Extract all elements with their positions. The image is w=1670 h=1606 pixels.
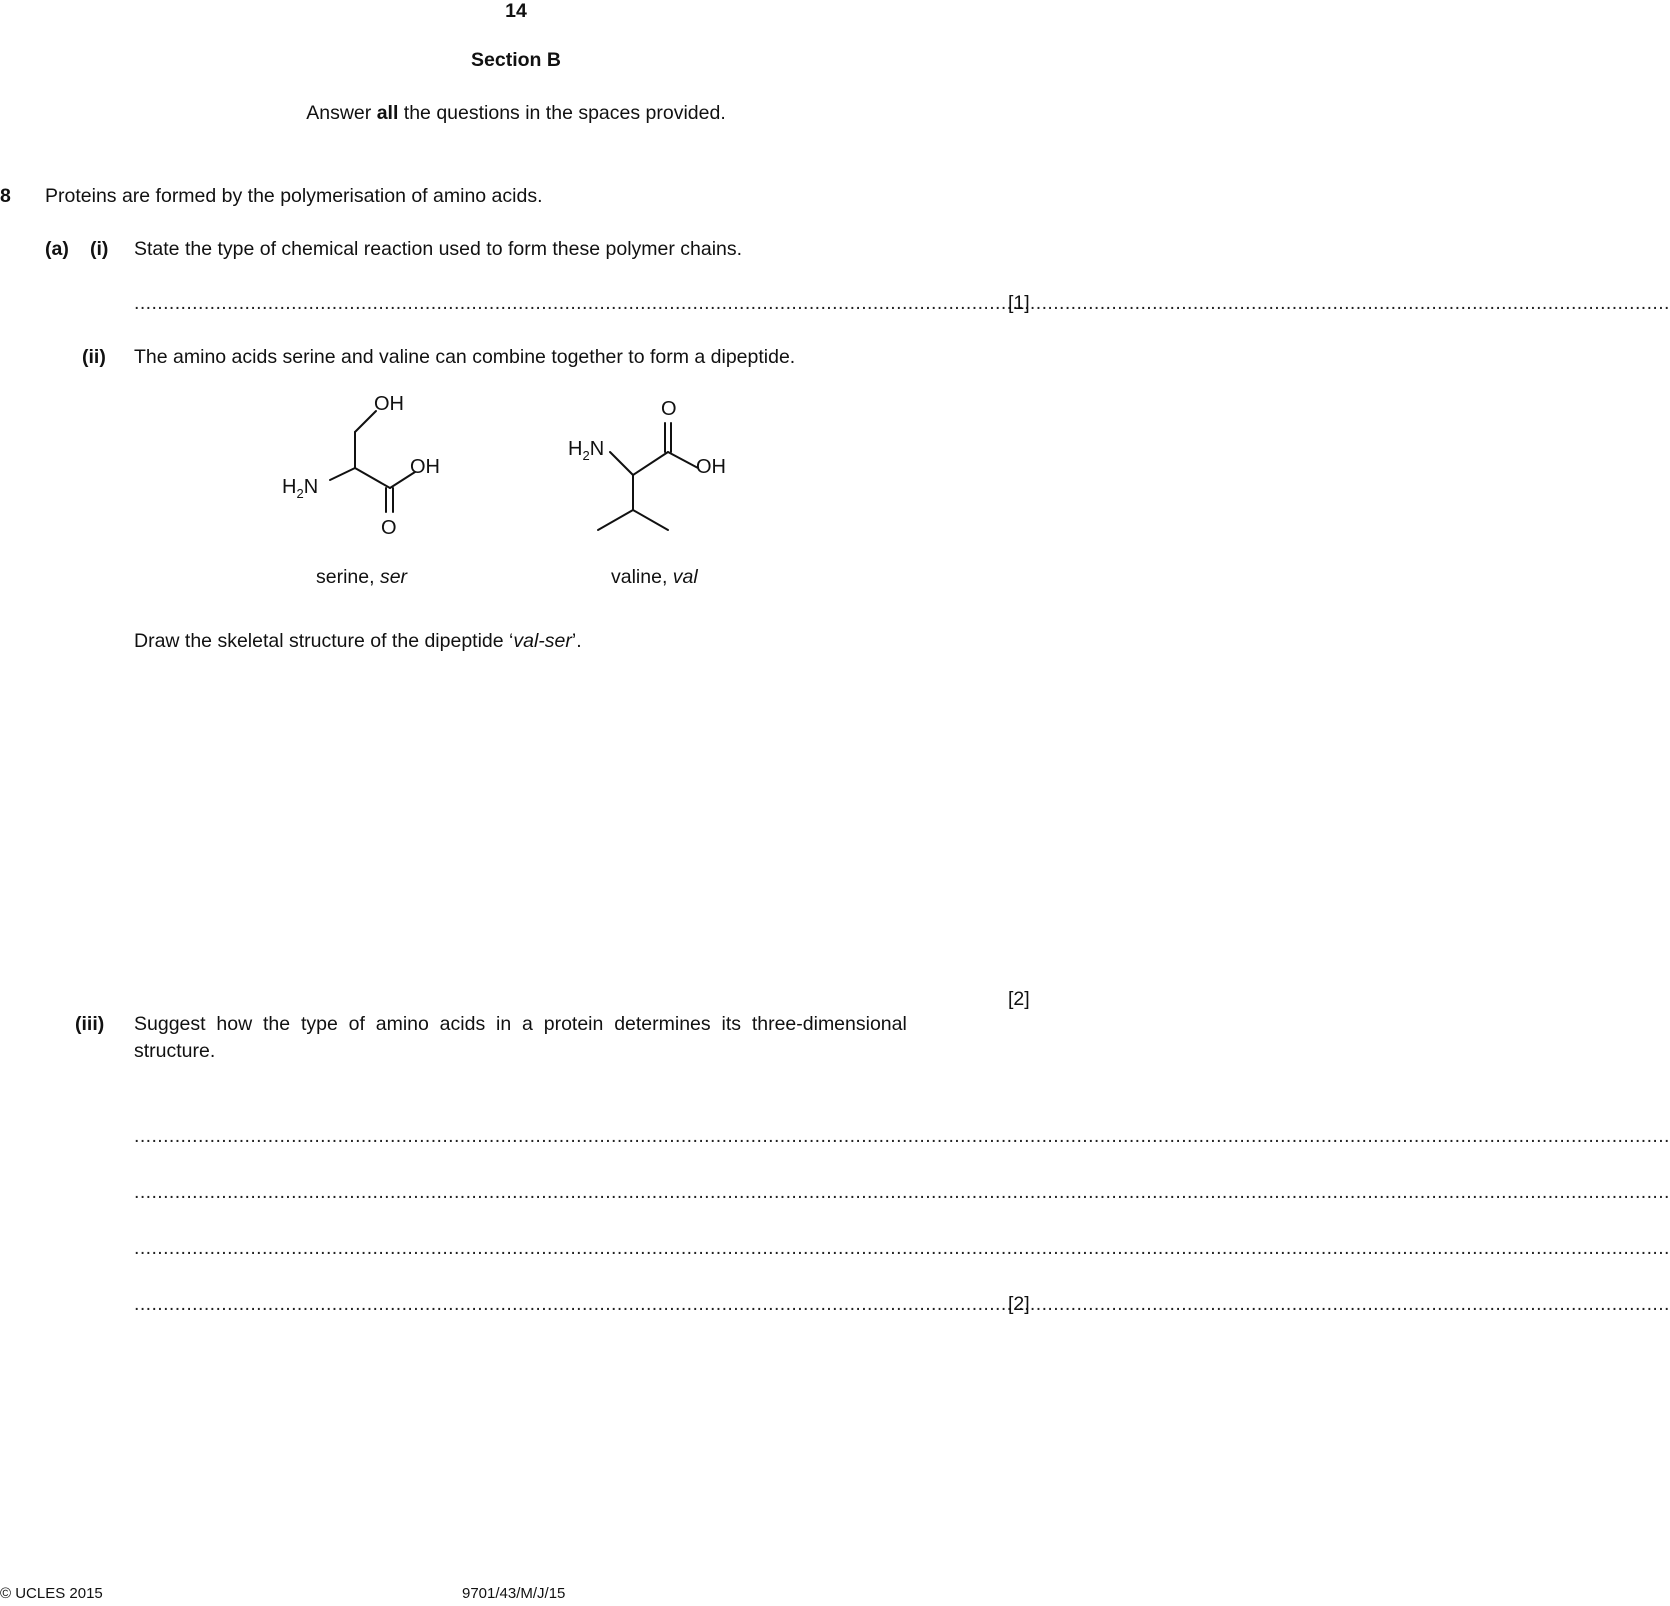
sub-ii-text: The amino acids serine and valine can combine together to form a dipeptide. [134,346,796,368]
draw-instruction [134,630,582,653]
serine-subscript-2: 2 [296,486,304,501]
sub-iii-text-line2: structure. [134,1040,216,1062]
sub-iii-text-line1: Suggest how the type of amino acids in a protein determines its three-dimensional [134,1013,907,1035]
serine-bond-ch2-o [355,411,376,432]
sub-i-text: State the type of chemical reaction used to form these polymer chains. [134,238,743,260]
answer-line-iii-4[interactable] [134,1293,996,1313]
draw-prefix: Draw the skeletal structure of the dipeptide ‘ [134,630,514,652]
serine-caption [316,566,407,589]
valine-o: O [661,398,677,420]
sub-i-label: (i) [90,238,109,260]
sub-iii-mark: [2] [1008,1293,1030,1315]
sub-i-mark: [1] [1008,292,1030,314]
serine-caption-prefix: serine, [316,566,380,588]
serine-caption-italic: ser [379,566,408,588]
serine-bond-ca-c [355,468,390,488]
valine-h: H [568,438,583,460]
footer-code: 9701/43/M/J/15 [462,1585,566,1602]
valine-bond-n-ca [610,452,633,475]
sub-ii-label: (ii) [82,346,106,368]
answer-line-iii-1[interactable] [134,1125,1030,1145]
drawing-area[interactable] [134,670,994,970]
valine-nh2 [568,438,604,463]
instruction-prefix: Answer [306,102,377,124]
valine-caption [611,566,698,589]
serine-bond-n-ca [330,468,355,480]
instruction-bold: all [376,102,399,124]
valine-subscript-2: 2 [582,448,590,463]
answer-line-iii-3[interactable] [134,1237,1030,1257]
answer-line-iii-2[interactable] [134,1181,1030,1201]
valine-caption-prefix: valine, [611,566,673,588]
serine-oh-acid: OH [410,456,440,478]
serine-h: H [282,476,297,498]
instruction [0,102,1032,125]
serine-oh-top: OH [374,393,404,415]
sub-iii-label: (iii) [75,1013,105,1035]
instruction-suffix: the questions in the spaces provided. [398,102,726,124]
draw-suffix: ’. [571,630,582,652]
valine-oh: OH [696,456,726,478]
valine-bond-cb-me2 [633,510,668,530]
part-a-label: (a) [45,238,69,260]
serine-n: N [303,476,319,498]
answer-line-i[interactable] [134,292,996,312]
footer-copyright: © UCLES 2015 [0,1585,103,1602]
valine-bond-c-oh [668,452,698,468]
serine-nh2 [282,476,318,501]
sub-ii-mark: [2] [1008,988,1030,1010]
valine-caption-italic: val [672,566,698,588]
valine-n: N [589,438,605,460]
question-number: 8 [0,185,11,207]
valine-structure [570,395,770,555]
draw-italic: val-ser [513,630,572,652]
section-title: Section B [471,49,561,71]
valine-bond-ca-c [633,452,668,475]
serine-structure [270,395,470,555]
serine-o: O [381,517,397,539]
page-number: 14 [505,0,527,22]
valine-bond-cb-me1 [598,510,633,530]
question-stem: Proteins are formed by the polymerisation of amino acids. [45,185,543,207]
